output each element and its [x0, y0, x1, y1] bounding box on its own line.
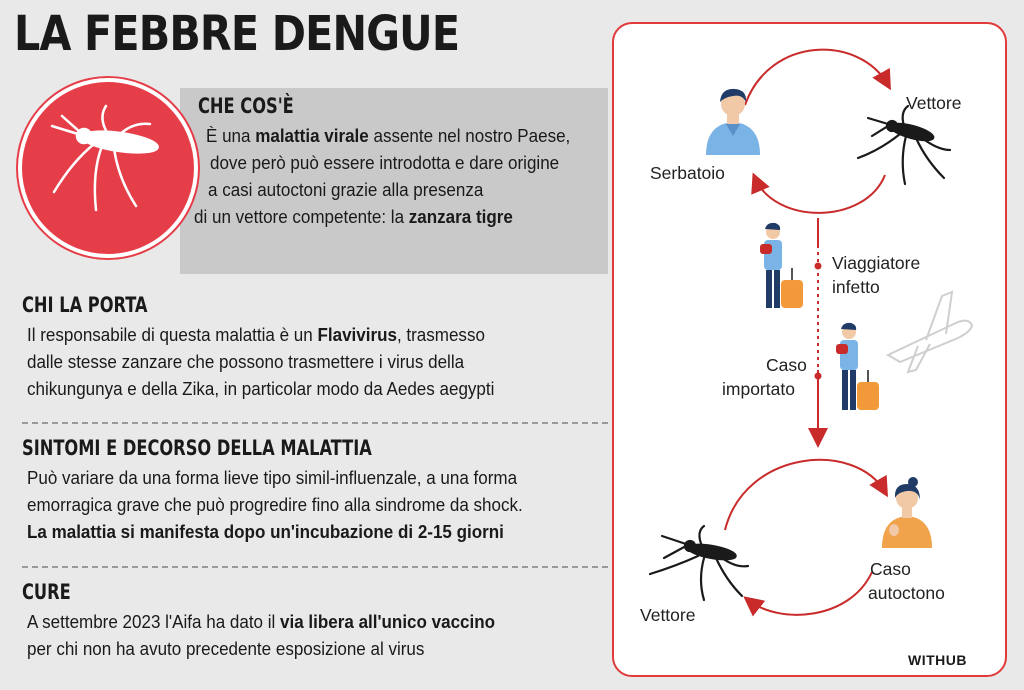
label-serbatoio: Serbatoio [650, 163, 725, 183]
label-viaggiatore: Viaggiatore [832, 253, 921, 273]
mosquito-icon [650, 526, 748, 600]
che-cose-line: È una malattia virale assente nel nostro Paese, [206, 125, 571, 146]
bold-emphasis: La malattia si manifesta dopo un'incubazione di 2-15 giorni [27, 521, 504, 542]
bold-emphasis: via libera all'unico vaccino [280, 611, 496, 632]
chi-la-porta-heading: CHI LA PORTA [22, 293, 148, 317]
cycle-arrow-top-return [755, 175, 885, 213]
cycle-arrow-bottom-return [748, 572, 872, 615]
chi-la-porta-line: dalle stesse zanzare che possono trasmettere i virus della [27, 351, 465, 372]
route-dot [815, 263, 822, 270]
label-infetto: infetto [832, 277, 880, 297]
cure-heading: CURE [22, 580, 71, 604]
sintomi-heading: SINTOMI E DECORSO DELLA MALATTIA [22, 436, 372, 460]
label-caso: Caso [766, 355, 807, 375]
chi-la-porta-line: Il responsabile di questa malattia è un Flavivirus, trasmesso [27, 324, 485, 345]
airplane-icon [888, 292, 972, 372]
label-autoctono: autoctono [868, 583, 945, 603]
che-cose-line: a casi autoctoni grazie alla presenza [208, 179, 484, 200]
label-vettore-top: Vettore [906, 93, 962, 113]
route-dot [815, 373, 822, 380]
bold-emphasis: Flavivirus [317, 324, 397, 345]
cycle-arrow-top [745, 50, 888, 105]
page-title: LA FEBBRE DENGUE [14, 6, 460, 62]
brand-logo: WITHUB [908, 652, 967, 668]
woman-icon [882, 477, 932, 548]
mosquito-icon [858, 106, 950, 184]
che-cose-line: di un vettore competente: la zanzara tigre [194, 206, 513, 227]
cycle-arrow-bottom [725, 460, 885, 530]
chi-la-porta-line: chikungunya e della Zika, in particolar modo da Aedes aegypti [27, 378, 495, 399]
traveler-icon [760, 223, 803, 308]
che-cose-heading: CHE COS'È [198, 94, 294, 118]
traveler-icon [836, 323, 879, 410]
bold-emphasis: malattia virale [255, 125, 369, 146]
sintomi-line: Può variare da una forma lieve tipo simil-influenzale, a una forma [27, 467, 518, 488]
cure-line: A settembre 2023 l'Aifa ha dato il via libera all'unico vaccino [27, 611, 496, 632]
label-vettore-bottom: Vettore [640, 605, 696, 625]
sintomi-line: emorragica grave che può progredire fino alla sindrome da shock. [27, 494, 523, 515]
cure-line: per chi non ha avuto precedente esposizione al virus [27, 638, 425, 659]
label-caso-autoctono: Caso [870, 559, 911, 579]
che-cose-line: dove però può essere introdotta e dare origine [210, 152, 560, 173]
person-icon [706, 89, 760, 155]
label-importato: importato [722, 379, 795, 399]
bold-emphasis: zanzara tigre [408, 206, 513, 227]
